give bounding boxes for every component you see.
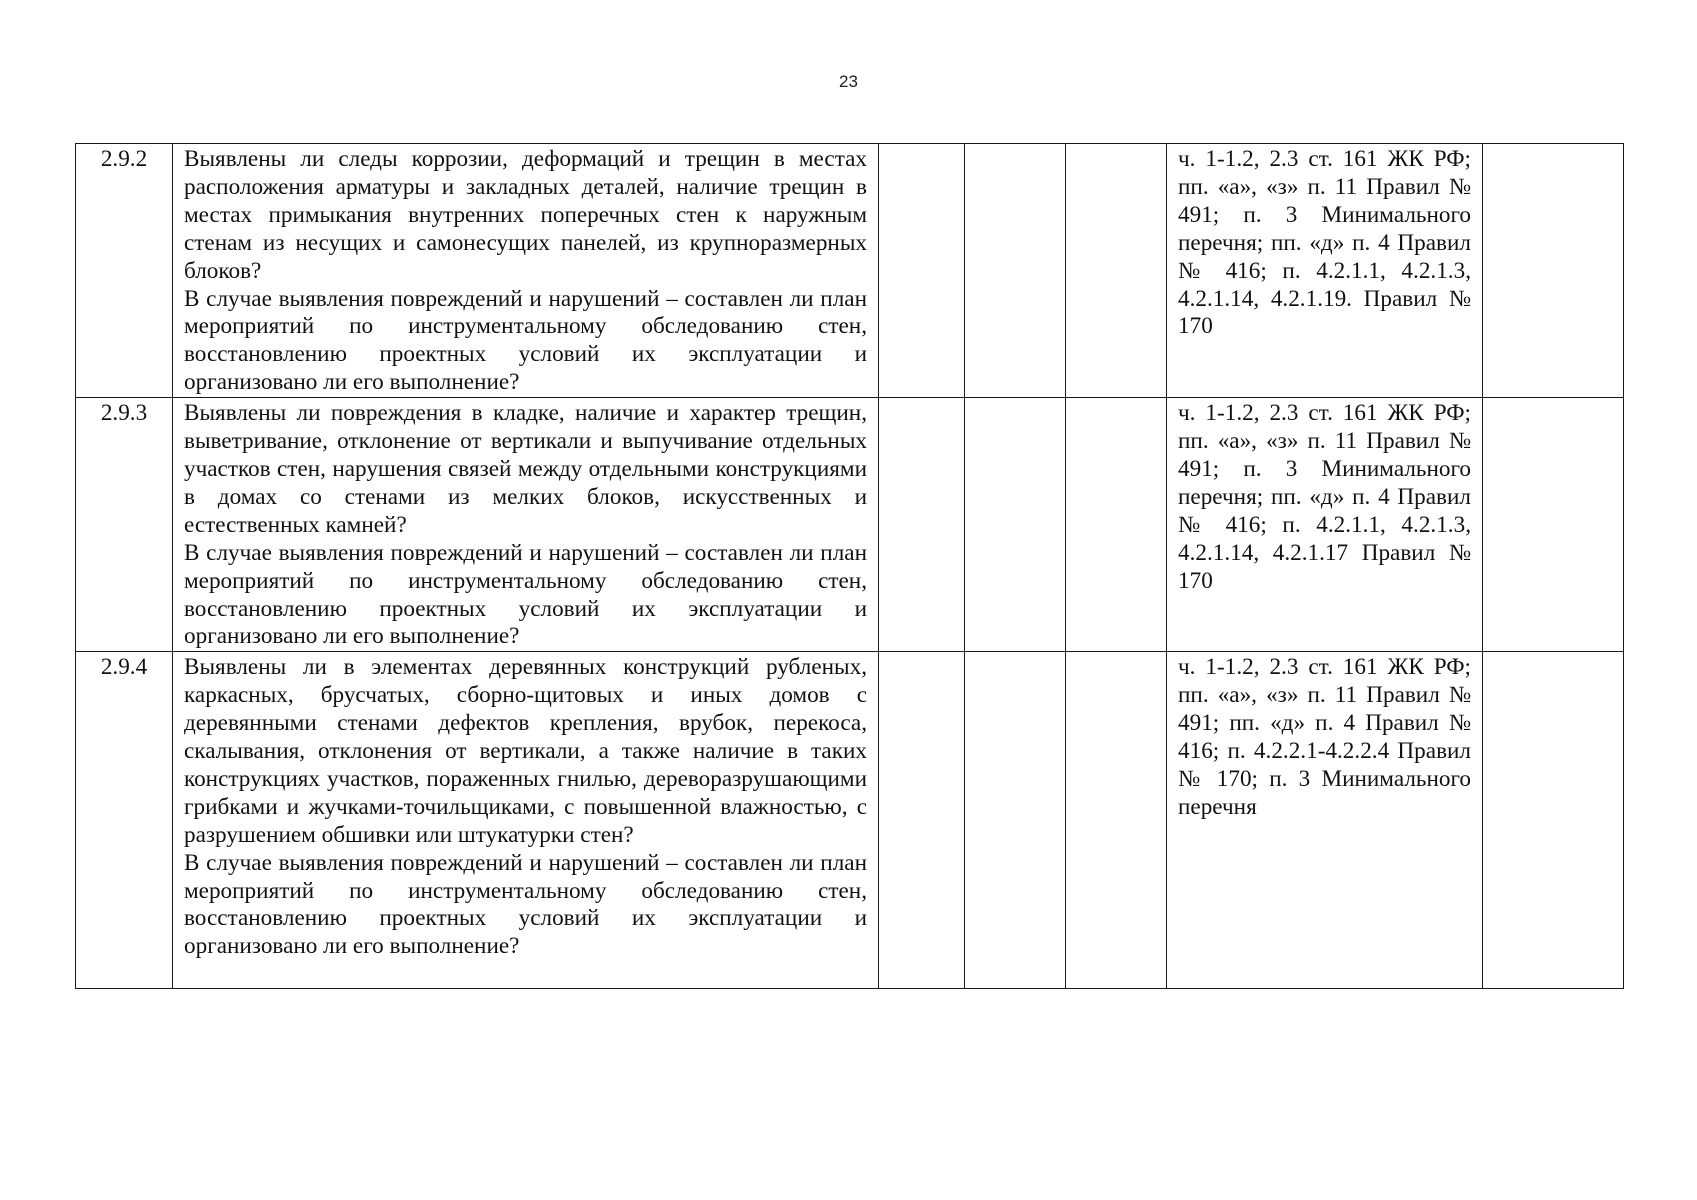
empty-cell <box>879 398 965 652</box>
item-number: 2.9.3 <box>76 398 173 652</box>
question-cell <box>173 144 879 398</box>
page-number: 23 <box>839 72 858 91</box>
legal-reference: ч. 1-1.2, 2.3 ст. 161 ЖК РФ; пп. «а», «з» п. 11 Правил № 491; п. 3 Минимального перечня; пп. «д» п. 4 Правил № 416; п. 4.2.1.1, 4.2.1.3, 4.2.1.14, 4.2.1.19. Правил № 170 <box>1167 144 1483 398</box>
legal-reference: ч. 1-1.2, 2.3 ст. 161 ЖК РФ; пп. «а», «з» п. 11 Правил № 491; пп. «д» п. 4 Правил № 416; п. 4.2.2.1-4.2.2.4 Правил № 170; п. 3 Минимального перечня <box>1167 652 1483 989</box>
checklist-table <box>75 143 1624 989</box>
empty-cell <box>965 652 1066 989</box>
empty-cell <box>1066 144 1167 398</box>
question-cell <box>173 652 879 989</box>
table-row <box>76 652 1624 989</box>
question-text: В случае выявления повреждений и нарушений – составлен ли план мероприятий по инструментальному обследованию стен, восстановлению проектных условий их эксплуатации и организовано ли его выполнение? <box>184 849 867 960</box>
empty-cell <box>1483 652 1624 989</box>
empty-cell <box>879 652 965 989</box>
empty-cell <box>879 144 965 398</box>
empty-cell <box>1483 398 1624 652</box>
item-number: 2.9.4 <box>76 652 173 989</box>
question-cell <box>173 398 879 652</box>
empty-cell <box>965 398 1066 652</box>
question-text: Выявлены ли следы коррозии, деформаций и трещин в местах расположения арматуры и закладных деталей, наличие трещин в местах примыкания внутренних поперечных стен к наружным стенам из несущих и самонесущих панелей, из крупноразмерных блоков? <box>184 146 867 284</box>
question-text: Выявлены ли повреждения в кладке, наличие и характер трещин, выветривание, отклонение от вертикали и выпучивание отдельных участков стен, нарушения связей между отдельными конструкциями в домах со стенами из мелких блоков, искусственных и естественных камней? <box>184 400 867 538</box>
empty-cell <box>1066 398 1167 652</box>
question-text: Выявлены ли в элементах деревянных конструкций рубленых, каркасных, брусчатых, сборно-щитовых и иных домов с деревянными стенами дефектов крепления, врубок, перекоса, скалывания, отклонения от вертикали, а также наличие в таких конструкциях участков, пораженных гнилью, дереворазрушающими грибками и жучками-точильщиками, с повышенной влажностью, с разрушением обшивки или штукатурки стен? <box>184 654 867 848</box>
item-number: 2.9.2 <box>76 144 173 398</box>
empty-cell <box>1066 652 1167 989</box>
table-row <box>76 144 1624 398</box>
legal-reference: ч. 1-1.2, 2.3 ст. 161 ЖК РФ; пп. «а», «з» п. 11 Правил № 491; п. 3 Минимального перечня; пп. «д» п. 4 Правил № 416; п. 4.2.1.1, 4.2.1.3, 4.2.1.14, 4.2.1.17 Правил № 170 <box>1167 398 1483 652</box>
question-text: В случае выявления повреждений и нарушений – составлен ли план мероприятий по инструментальному обследованию стен, восстановлению проектных условий их эксплуатации и организовано ли его выполнение? <box>184 539 867 650</box>
question-text: В случае выявления повреждений и нарушений – составлен ли план мероприятий по инструментальному обследованию стен, восстановлению проектных условий их эксплуатации и организовано ли его выполнение? <box>184 285 867 396</box>
empty-cell <box>1483 144 1624 398</box>
empty-cell <box>965 144 1066 398</box>
table-row <box>76 398 1624 652</box>
